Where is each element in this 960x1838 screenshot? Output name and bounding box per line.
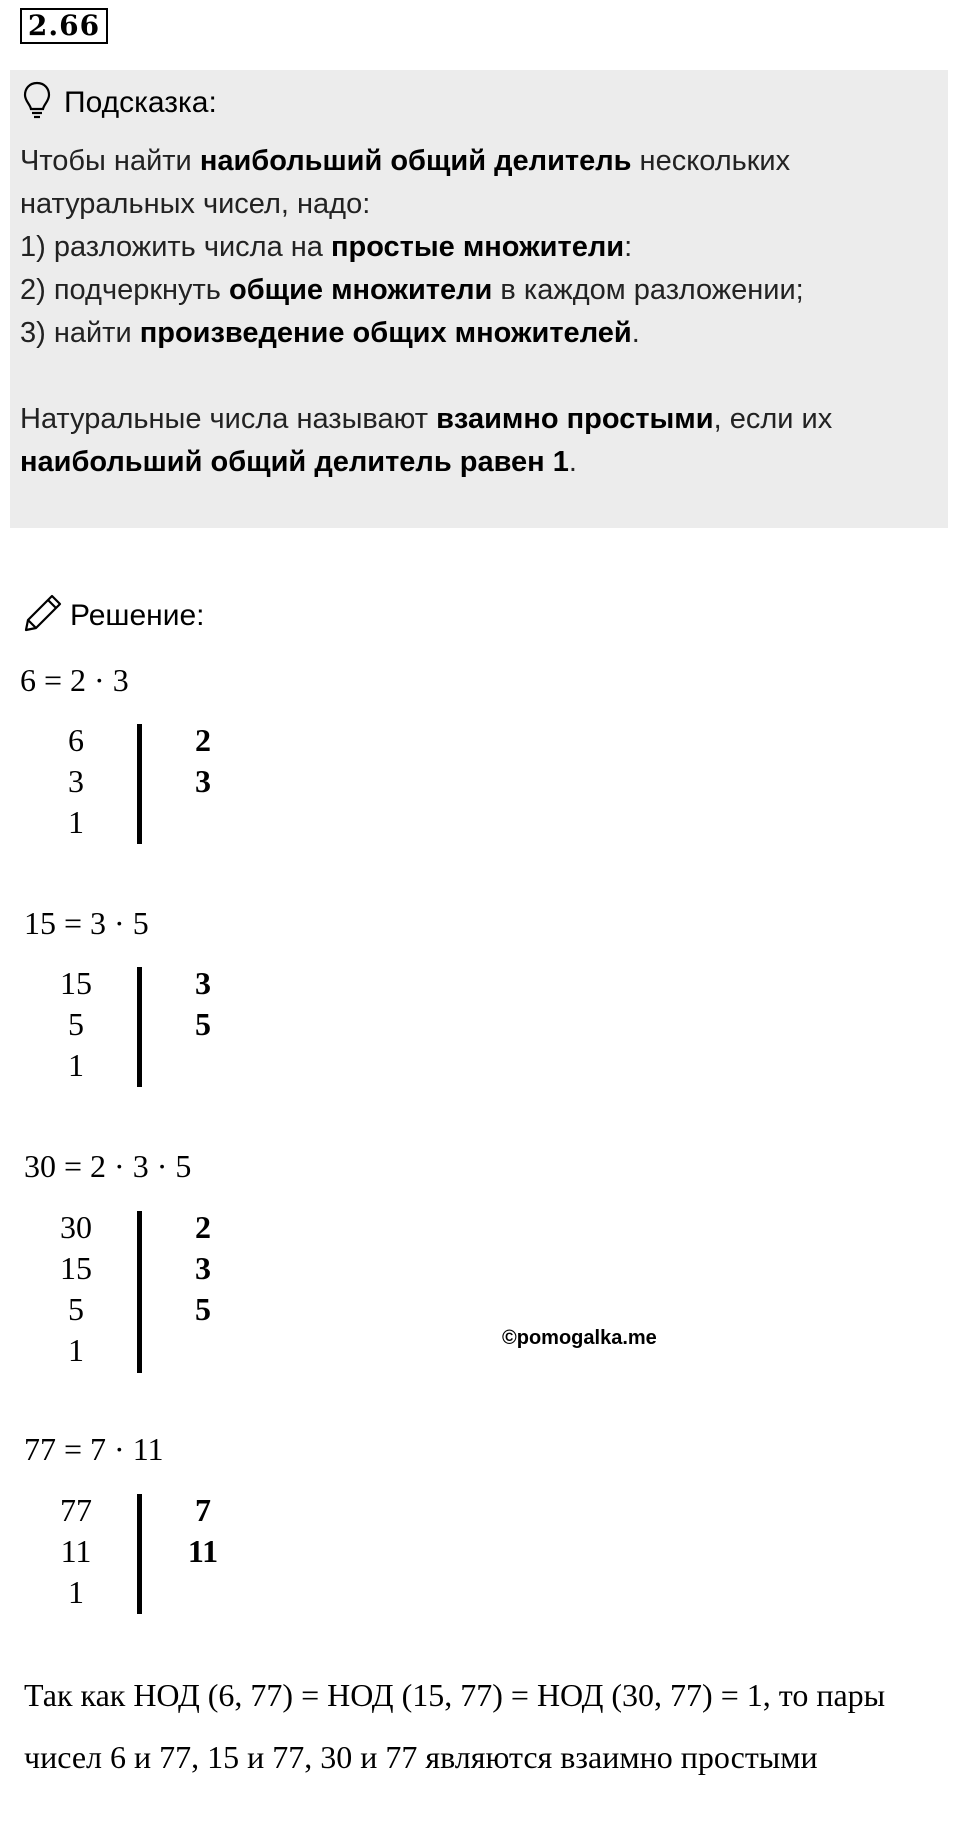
text-run: 2) подчеркнуть: [20, 274, 229, 306]
number: 11: [60, 1533, 92, 1569]
number: 1: [68, 1574, 84, 1610]
text-run: в каждом разложении;: [492, 274, 804, 306]
text-run: 1) разложить числа на: [20, 231, 331, 263]
divider-bar: [137, 1494, 142, 1614]
number: 30: [60, 1209, 92, 1245]
text-run: .: [631, 317, 640, 349]
conclusion-text: Так как НОД (6, 77) = НОД (15, 77) = НОД (30, 77) = 1, то пары чисел 6 и 77, 15 и 77, 30 и 77 являются взаимно простыми: [24, 1677, 886, 1775]
number: 1: [68, 804, 84, 840]
divisor: 2: [195, 1209, 211, 1245]
number: 1: [68, 1047, 84, 1083]
equation-4: 77 = 7 · 11: [24, 1431, 164, 1467]
divisor: 3: [195, 965, 211, 1001]
hint-header: [22, 80, 217, 125]
number: 3: [68, 763, 84, 799]
solution-title: Решение:: [70, 598, 205, 632]
hint-text: [20, 140, 935, 484]
equation-3: 30 = 2 · 3 · 5: [24, 1148, 192, 1184]
bold-term: простые множители: [330, 231, 625, 263]
equation-1: 6 = 2 · 3: [20, 662, 129, 698]
text-run: , если их: [713, 403, 833, 435]
divisor: 5: [195, 1291, 211, 1327]
number: 15: [60, 965, 92, 1001]
divisor: 7: [195, 1492, 211, 1528]
hint-paragraph-1: [20, 140, 935, 226]
bold-term: наибольший общий делитель: [199, 145, 632, 177]
divisor: 11: [187, 1533, 219, 1569]
lightbulb-icon: [22, 80, 52, 125]
text-run: Чтобы найти: [20, 145, 200, 177]
bold-term: произведение общих множителей: [139, 317, 632, 349]
hint-paragraph-2: [20, 398, 935, 484]
divisor: 3: [195, 1250, 211, 1286]
divisor: 3: [195, 763, 211, 799]
hint-step-3: [20, 312, 935, 355]
number: 77: [60, 1492, 92, 1528]
hint-title: Подсказка:: [64, 85, 217, 119]
pencil-icon: [22, 592, 64, 639]
bold-term: общие множители: [228, 274, 493, 306]
number: 1: [68, 1332, 84, 1368]
solution-header: [22, 592, 204, 639]
text-run: нескольких натуральных чисел, надо:: [20, 145, 791, 220]
number: 5: [68, 1006, 84, 1042]
divisor: 5: [195, 1006, 211, 1042]
divisor: 2: [195, 722, 211, 758]
number: 15: [60, 1250, 92, 1286]
equation-2: 15 = 3 · 5: [24, 905, 149, 941]
hint-step-2: [20, 269, 935, 312]
hint-box: [10, 70, 948, 528]
text-run: 3) найти: [20, 317, 140, 349]
bold-term: наибольший общий делитель равен 1: [20, 446, 569, 478]
text-run: .: [568, 446, 577, 478]
divider-bar: [137, 1211, 142, 1373]
text-run: Натуральные числа называют: [20, 403, 437, 435]
divider-bar: [137, 967, 142, 1087]
text-run: :: [624, 231, 633, 263]
number: 6: [68, 722, 84, 758]
watermark: ©pomogalka.me: [502, 1327, 657, 1349]
bold-term: взаимно простыми: [436, 403, 714, 435]
number: 5: [68, 1291, 84, 1327]
divider-bar: [137, 724, 142, 844]
hint-step-1: [20, 226, 935, 269]
problem-number: 2.66: [20, 8, 108, 44]
